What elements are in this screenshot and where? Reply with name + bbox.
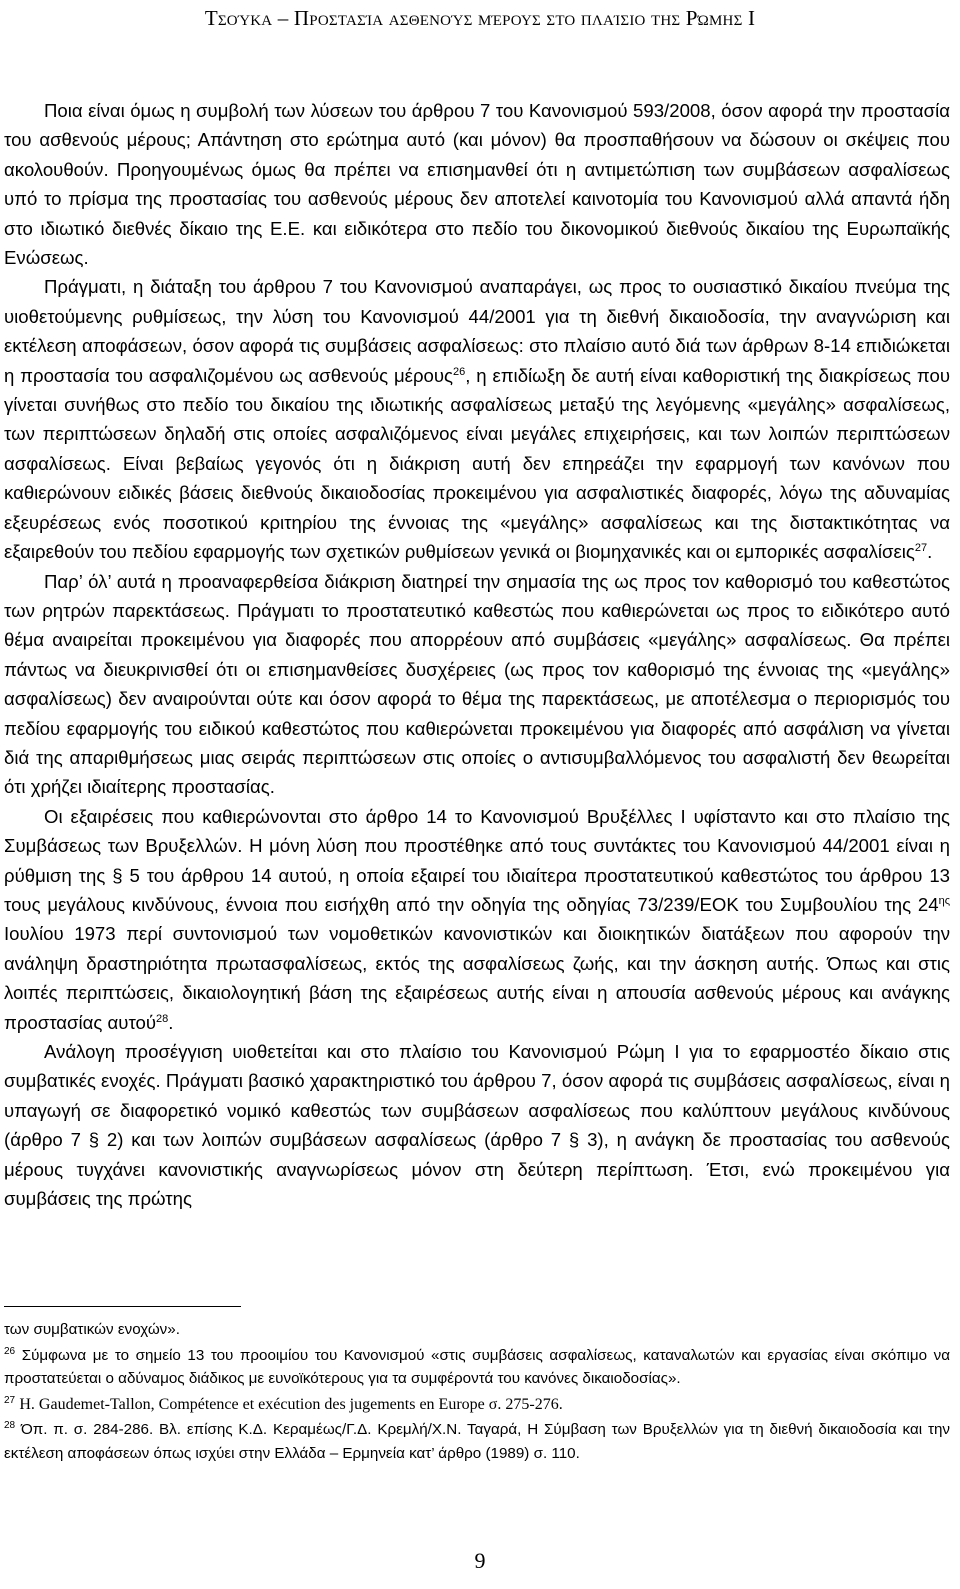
footnote-reference: 27: [914, 542, 928, 555]
paragraph-text: Ιουλίου 1973 περί συντονισμού των νομοθετικών κανονιστικών και διοικητικών διατάξεων που αφορούν την ανάληψη δραστηριότητα πρωτασφαλίσεως, εκτός της ασφαλίσεως ζωής, και την άσκηση αυτής. Όπως και στις λοιπές περιπτώσεις, δικαιολογητική βάση της εξαιρέσεως αυτής είναι η απουσία ασθενούς μέρους και ανάγκης προστασίας αυτού: [4, 923, 950, 1033]
body-paragraph: [4, 802, 950, 1037]
body-paragraph: [4, 567, 950, 802]
paragraph-text: .: [168, 1011, 174, 1033]
footnote-number: 27: [4, 1394, 16, 1406]
paragraph-text: .: [927, 541, 933, 563]
footnote-reference: ης: [938, 894, 950, 907]
paragraph-text: Πράγματι, η διάταξη του άρθρου 7 του Κανονισμού αναπαράγει, ως προς το ουσιαστικό δικαίου πνεύμα της υιοθετούμενης ρυθμίσεως, την λύση του Κανονισμού 44/2001 για τη διεθνή δικαιοδοσία, την αναγνώριση και εκτέλεση αποφάσεων, όσον αφορά τις συμβάσεις ασφαλίσεως: στο πλαίσιο αυτό διά των άρθρων 8-14 επιδιώκεται η προστασία του ασφαλιζομένου ως ασθενούς μέρους: [4, 276, 950, 386]
footnotes: [4, 1318, 950, 1467]
footnote: [4, 1344, 950, 1391]
paragraph-text: Παρ’ όλ’ αυτά η προαναφερθείσα διάκριση διατηρεί την σημασία της ως προς τον καθορισμό του καθεστώτος των ρητρών παρεκτάσεως. Πράγματι το προστατευτικό καθεστώς που καθιερώνεται ως προς το ειδικότερο αυτό θέμα αναιρείται προκειμένου για διαφορές που απορρέουν από συμβάσεις «μεγάλης» ασφαλίσεως. Θα πρέπει πάντως να διευκρινισθεί ότι οι επισημανθείσες δυσχέρειες (ως προς τον καθορισμό της έννοιας της «μεγάλης» ασφαλίσεως) δεν αναιρούνται ούτε και όσον αφορά το θέμα της παρεκτάσεως, με αποτέλεσμα ο περιορισμός του πεδίου εφαρμογής του ειδικού καθεστώτος που καθιερώνεται προκειμένου για διαφορές από ασφάλιση να γίνεται διά της απαριθμήσεως μιας σειράς περιπτώσεων στις οποίες ο αντισυμβαλλόμενος του ασφαλιστή δεν θεωρείται ότι χρήζει ιδιαίτερης προστασίας.: [4, 570, 950, 798]
body-text: [4, 96, 950, 1213]
paragraph-text: Ανάλογη προσέγγιση υιοθετείται και στο πλαίσιο του Κανονισμού Ρώμη Ι για το εφαρμοστέο δίκαιο στις συμβατικές ενοχές. Πράγματι βασικό χαρακτηριστικό του άρθρου 7, όσον αφορά τις συμβάσεις ασφαλίσεως, είναι η υπαγωγή σε διαφορετικό νομικό καθεστώς των συμβάσεων ασφαλίσεως που καλύπτουν μεγάλους κινδύνους (άρθρο 7 § 2) και των λοιπών συμβάσεων ασφαλίσεως (άρθρο 7 § 3), η ανάγκη δε προστασίας του ασθενούς μέρους τυγχάνει κανονιστικής αναγνωρίσεως μόνον στη δεύτερη περίπτωση. Έτσι, ενώ προκειμένου για συμβάσεις της πρώτης: [4, 1041, 950, 1210]
footnote-reference: 28: [156, 1012, 169, 1025]
footnote: [4, 1418, 950, 1465]
page-number: 9: [474, 1548, 486, 1573]
footnote-text: H. Gaudemet-Tallon, Compétence et exécution des jugements en Europe σ. 275-276.: [19, 1395, 563, 1413]
paragraph-text: Οι εξαιρέσεις που καθιερώνονται στο άρθρο 14 το Κανονισμού Βρυξέλλες Ι υφίσταντο και στο πλαίσιο της Συμβάσεως των Βρυξελλών. Η μόνη λύση που προστέθηκε από τους συντάκτες του Κανονισμού 44/2001 είναι η ρύθμιση της § 5 του άρθρου 14 αυτού, η οποία εξαιρεί του ιδιαίτερα προστατευτικού καθεστώτος του άρθρου 13 τους μεγάλους κινδύνους, έννοια που εισήχθη από την οδηγία της οδηγίας 73/239/ΕΟΚ του Συμβουλίου της 24: [4, 805, 950, 915]
body-paragraph: [4, 1037, 950, 1213]
running-header: Τσούκα – Προστασία ασθενούς μέρους στο πλαίσιο της Ρώμης Ι: [204, 6, 756, 30]
footnote-text: των συμβατικών ενοχών».: [4, 1321, 180, 1338]
footnote: [4, 1393, 950, 1417]
body-paragraph: [4, 96, 950, 272]
footnote-text: Σύμφωνα με το σημείο 13 του προοιμίου του Κανονισμού «στις συμβάσεις ασφαλίσεως, καταναλωτών και εργασίας είναι σκόπιμο να προστατεύεται ο αδύναμος διάδικος με ευνοϊκότερους για τα συμφέροντά του κανόνες δικαιοδοσίας».: [4, 1346, 950, 1387]
paragraph-text: , η επιδίωξη δε αυτή είναι καθοριστική της διακρίσεως που γίνεται συνήθως στο πεδίο του δικαίου της ιδιωτικής ασφαλίσεως μεταξύ της λεγόμενης «μεγάλης» ασφαλίσεως, των περιπτώσεων δηλαδή στις οποίες ασφαλιζόμενος είναι μεγάλες επιχειρήσεις, και των λοιπών περιπτώσεων ασφαλίσεως. Είναι βεβαίως γεγονός ότι η διάκριση αυτή δεν επηρεάζει την εφαρμογή των κανόνων που καθιερώνουν ειδικές βάσεις διεθνούς δικαιοδοσίας προκειμένου για ασφαλιστικές διαφορές, λόγω της αδυναμίας εξευρέσεως ενός ποσοτικού κριτηρίου της έννοιας της «μεγάλης» ασφαλίσεως και της διστακτικότητας να εξαιρεθούν του πεδίου εφαρμογής των σχετικών ρυθμίσεων γενικά οι βιομηχανικές και οι εμπορικές ασφαλίσεις: [4, 364, 950, 563]
footnote: [4, 1318, 950, 1342]
body-paragraph: [4, 272, 950, 566]
footnote-text: Όπ. π. σ. 284-286. Βλ. επίσης Κ.Δ. Κεραμέως/Γ.Δ. Κρεμλή/Χ.Ν. Ταγαρά, Η Σύμβαση των Βρυξελλών για τη διεθνή δικαιοδοσία και την εκτέλεση αποφάσεων όπως ισχύει στην Ελλάδα – Ερμηνεία κατ’ άρθρο (1989) σ. 110.: [4, 1421, 950, 1462]
paragraph-text: Ποια είναι όμως η συμβολή των λύσεων του άρθρου 7 του Κανονισμού 593/2008, όσον αφορά την προστασία του ασθενούς μέρους; Απάντηση στο ερώτημα αυτό (και μόνον) θα προσπαθήσουν να δώσουν οι σκέψεις που ακολουθούν. Προηγουμένως όμως θα πρέπει να επισημανθεί ότι η αντιμετώπιση των συμβάσεων ασφαλίσεως υπό το πρίσμα της προστασίας του ασθενούς μέρους δεν αποτελεί καινοτομία του Κανονισμού αλλά απαντά ήδη στο ιδιωτικό διεθνές δίκαιο της Ε.Ε. και ειδικότερα στο πεδίο του δικονομικού διεθνούς δικαίου της Ευρωπαϊκής Ενώσεως.: [4, 100, 950, 269]
footnote-number: 28: [4, 1420, 16, 1431]
footnote-separator: [4, 1306, 241, 1307]
footnote-reference: 26: [453, 365, 466, 378]
footnote-number: 26: [4, 1345, 16, 1357]
